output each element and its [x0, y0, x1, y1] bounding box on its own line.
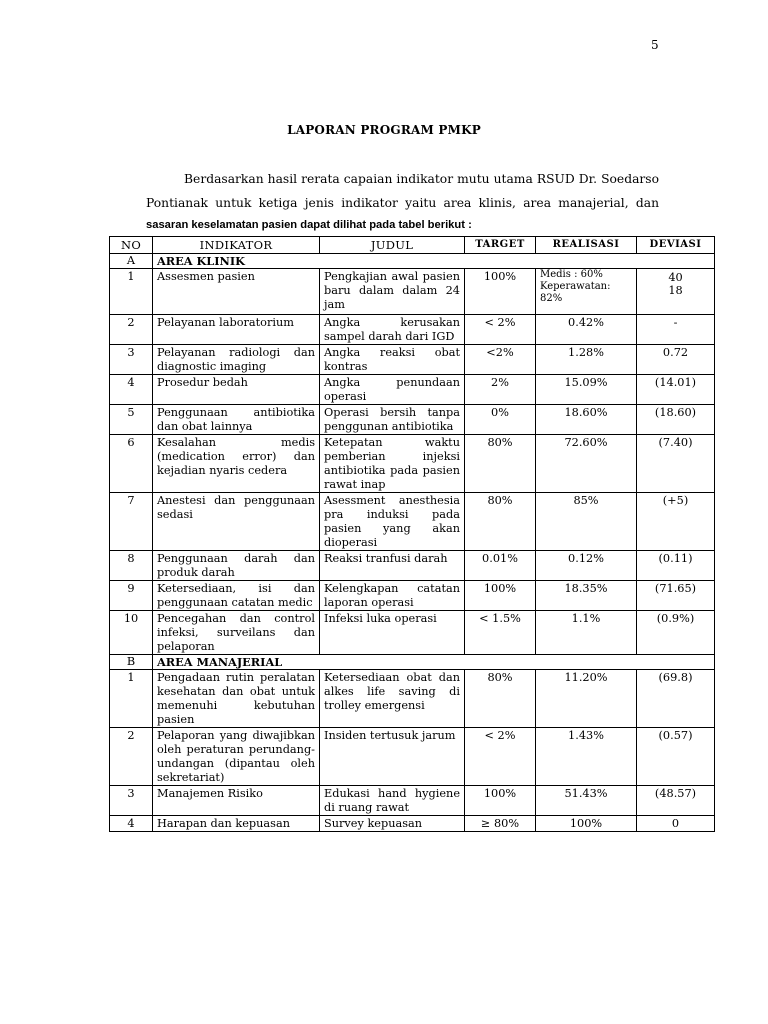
table-row [110, 435, 715, 493]
cell-indikator: Penggunaan antibiotika dan obat lainnya [153, 405, 320, 435]
cell-judul: Insiden tertusuk jarum [320, 728, 465, 786]
cell-deviasi: (0.11) [637, 551, 715, 581]
cell-target: 80% [465, 435, 536, 493]
cell-indikator: Manajemen Risiko [153, 786, 320, 816]
indicator-table [109, 236, 715, 832]
table-row [110, 728, 715, 786]
table-row [110, 670, 715, 728]
table-row [110, 786, 715, 816]
cell-realisasi: 0.12% [536, 551, 637, 581]
cell-judul: Operasi bersih tanpa penggunan antibiotika [320, 405, 465, 435]
cell-indikator: Penggunaan darah dan produk darah [153, 551, 320, 581]
table-row [110, 269, 715, 315]
cell-deviasi: (0.57) [637, 728, 715, 786]
table-row [110, 816, 715, 832]
cell-no: 4 [110, 816, 153, 832]
cell-deviasi: 0.72 [637, 345, 715, 375]
cell-realisasi: 72.60% [536, 435, 637, 493]
cell-realisasi: 85% [536, 493, 637, 551]
cell-no: 4 [110, 375, 153, 405]
cell-realisasi: 1.43% [536, 728, 637, 786]
cell-no: 2 [110, 315, 153, 345]
table-header-row [110, 237, 715, 254]
cell-deviasi: (0.9%) [637, 611, 715, 655]
header-realisasi: REALISASI [536, 237, 637, 254]
header-deviasi: DEVIASI [637, 237, 715, 254]
section-label: AREA MANAJERIAL [153, 655, 715, 670]
intro-line-1: Berdasarkan hasil rerata capaian indikator mutu utama RSUD Dr. Soedarso [184, 172, 659, 186]
document-title: LAPORAN PROGRAM PMKP [287, 123, 481, 137]
cell-indikator: Pengadaan rutin peralatan kesehatan dan obat untuk memenuhi kebutuhan pasien [153, 670, 320, 728]
cell-deviasi: (18.60) [637, 405, 715, 435]
cell-no: 6 [110, 435, 153, 493]
table-row [110, 581, 715, 611]
cell-indikator: Kesalahan medis (medication error) dan kejadian nyaris cedera [153, 435, 320, 493]
cell-realisasi: 15.09% [536, 375, 637, 405]
header-no: NO [110, 237, 153, 254]
cell-judul: Infeksi luka operasi [320, 611, 465, 655]
cell-judul: Survey kepuasan [320, 816, 465, 832]
cell-target: < 1.5% [465, 611, 536, 655]
section-letter: B [110, 655, 153, 670]
cell-realisasi: 1.28% [536, 345, 637, 375]
cell-no: 2 [110, 728, 153, 786]
cell-target: <2% [465, 345, 536, 375]
cell-realisasi: 18.35% [536, 581, 637, 611]
cell-indikator: Pelayanan laboratorium [153, 315, 320, 345]
section-row-a [110, 254, 715, 269]
table-row [110, 493, 715, 551]
cell-indikator: Anestesi dan penggunaan sedasi [153, 493, 320, 551]
cell-deviasi: (48.57) [637, 786, 715, 816]
cell-target: 80% [465, 670, 536, 728]
cell-judul: Ketepatan waktu pemberian injeksi antibiotika pada pasien rawat inap [320, 435, 465, 493]
cell-judul: Angka penundaan operasi [320, 375, 465, 405]
cell-indikator: Harapan dan kepuasan [153, 816, 320, 832]
table-row [110, 551, 715, 581]
cell-target: ≥ 80% [465, 816, 536, 832]
deviasi-medis: 40 [668, 271, 683, 284]
cell-target: 100% [465, 581, 536, 611]
intro-line-2: Pontianak untuk ketiga jenis indikator yaitu area klinis, area manajerial, dan [146, 196, 659, 210]
cell-judul: Reaksi tranfusi darah [320, 551, 465, 581]
cell-deviasi: - [637, 315, 715, 345]
deviasi-keperawatan: 18 [668, 284, 683, 297]
cell-no: 5 [110, 405, 153, 435]
table-row [110, 315, 715, 345]
cell-target: 0.01% [465, 551, 536, 581]
table-row [110, 345, 715, 375]
cell-deviasi: (71.65) [637, 581, 715, 611]
cell-realisasi [536, 269, 637, 315]
cell-no: 3 [110, 786, 153, 816]
cell-no: 9 [110, 581, 153, 611]
cell-indikator: Assesmen pasien [153, 269, 320, 315]
page-number: 5 [651, 38, 659, 52]
cell-judul: Pengkajian awal pasien baru dalam dalam 24 jam [320, 269, 465, 315]
cell-indikator: Ketersediaan, isi dan penggunaan catatan medic [153, 581, 320, 611]
cell-target: 2% [465, 375, 536, 405]
realisasi-keperawatan: Keperawatan: 82% [540, 281, 611, 304]
cell-no: 10 [110, 611, 153, 655]
cell-judul: Ketersediaan obat dan alkes life saving di trolley emergensi [320, 670, 465, 728]
section-letter: A [110, 254, 153, 269]
cell-no: 1 [110, 670, 153, 728]
cell-indikator: Pelaporan yang diwajibkan oleh peraturan perundang-undangan (dipantau oleh sekretariat) [153, 728, 320, 786]
table-row [110, 611, 715, 655]
cell-no: 1 [110, 269, 153, 315]
cell-deviasi: 0 [637, 816, 715, 832]
cell-judul: Edukasi hand hygiene di ruang rawat [320, 786, 465, 816]
cell-deviasi: (69.8) [637, 670, 715, 728]
cell-target: 100% [465, 786, 536, 816]
cell-deviasi [637, 269, 715, 315]
cell-realisasi: 0.42% [536, 315, 637, 345]
cell-indikator: Pelayanan radiologi dan diagnostic imaging [153, 345, 320, 375]
cell-no: 7 [110, 493, 153, 551]
cell-target: < 2% [465, 315, 536, 345]
cell-target: 80% [465, 493, 536, 551]
cell-judul: Angka kerusakan sampel darah dari IGD [320, 315, 465, 345]
intro-line-3: sasaran keselamatan pasien dapat dilihat pada tabel berikut : [146, 219, 472, 231]
cell-target: 0% [465, 405, 536, 435]
cell-indikator: Pencegahan dan control infeksi, surveilans dan pelaporan [153, 611, 320, 655]
cell-target: < 2% [465, 728, 536, 786]
table-row [110, 375, 715, 405]
header-judul: JUDUL [320, 237, 465, 254]
cell-deviasi: (14.01) [637, 375, 715, 405]
cell-realisasi: 11.20% [536, 670, 637, 728]
cell-judul: Angka reaksi obat kontras [320, 345, 465, 375]
table-row [110, 405, 715, 435]
cell-deviasi: (+5) [637, 493, 715, 551]
cell-realisasi: 18.60% [536, 405, 637, 435]
cell-realisasi: 51.43% [536, 786, 637, 816]
header-target: TARGET [465, 237, 536, 254]
realisasi-medis: Medis : 60% [540, 269, 603, 280]
cell-target: 100% [465, 269, 536, 315]
section-row-b [110, 655, 715, 670]
cell-no: 3 [110, 345, 153, 375]
cell-judul: Asessment anesthesia pra induksi pada pasien yang akan dioperasi [320, 493, 465, 551]
cell-no: 8 [110, 551, 153, 581]
cell-realisasi: 100% [536, 816, 637, 832]
cell-deviasi: (7.40) [637, 435, 715, 493]
cell-indikator: Prosedur bedah [153, 375, 320, 405]
cell-realisasi: 1.1% [536, 611, 637, 655]
cell-judul: Kelengkapan catatan laporan operasi [320, 581, 465, 611]
section-label: AREA KLINIK [153, 254, 715, 269]
header-indikator: INDIKATOR [153, 237, 320, 254]
